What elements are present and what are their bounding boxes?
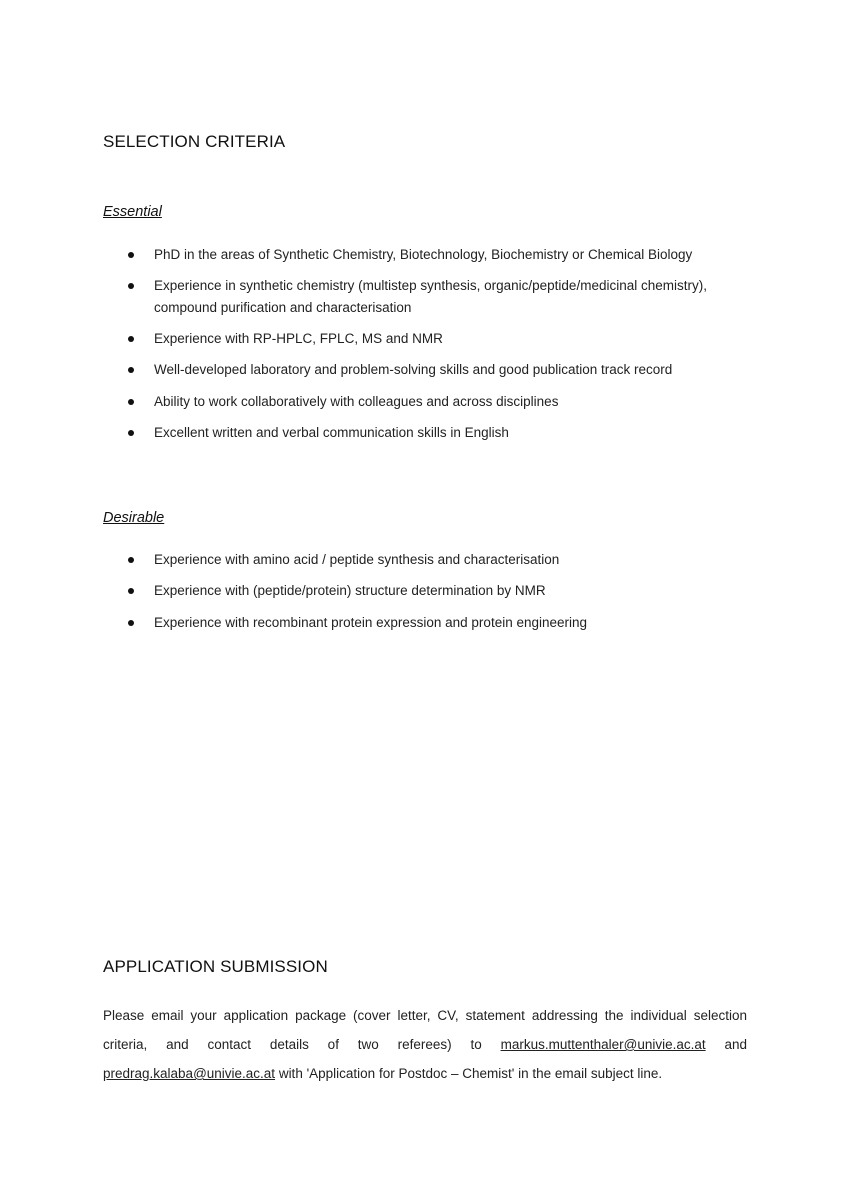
email-link-predrag[interactable]: predrag.kalaba@univie.ac.at: [103, 1066, 276, 1081]
bullet-icon: [128, 399, 134, 405]
list-item-text: Excellent written and verbal communication skills in English: [154, 425, 509, 440]
bullet-icon: [128, 336, 134, 342]
paragraph-text: with 'Application for Postdoc – Chemist' in the email subject line.: [275, 1066, 663, 1081]
bullet-icon: [128, 588, 134, 594]
application-submission-heading: APPLICATION SUBMISSION: [103, 957, 328, 976]
bullet-icon: [128, 367, 134, 373]
bullet-icon: [128, 252, 134, 258]
bullet-icon: [128, 557, 134, 563]
paragraph-text: and: [705, 1037, 747, 1052]
paragraph-text: Please email your application package (cover letter, CV, statement addressing the individual selection criteria, and contact details of two referees) to: [103, 1008, 747, 1052]
selection-criteria-heading: SELECTION CRITERIA: [103, 132, 286, 151]
list-item-text: Well-developed laboratory and problem-solving skills and good publication track record: [154, 362, 673, 377]
list-item-text: PhD in the areas of Synthetic Chemistry, Biotechnology, Biochemistry or Chemical Biology: [154, 247, 693, 262]
essential-subheading: Essential: [103, 204, 162, 220]
application-paragraph: [103, 1001, 747, 1088]
email-link-markus[interactable]: markus.muttenthaler@univie.ac.at: [500, 1037, 706, 1052]
bullet-icon: [128, 430, 134, 436]
list-item-text: Experience with RP-HPLC, FPLC, MS and NMR: [154, 331, 443, 346]
list-item-text: Experience with (peptide/protein) structure determination by NMR: [154, 583, 546, 598]
desirable-subheading: Desirable: [103, 510, 165, 526]
bullet-icon: [128, 620, 134, 626]
list-item-text: Ability to work collaboratively with colleagues and across disciplines: [154, 394, 559, 409]
list-item-text: Experience with amino acid / peptide synthesis and characterisation: [154, 552, 560, 567]
list-item-text: Experience in synthetic chemistry (multistep synthesis, organic/peptide/medicinal chemistry), compound purification and characterisation: [154, 278, 707, 315]
bullet-icon: [128, 283, 134, 289]
list-item-text: Experience with recombinant protein expression and protein engineering: [154, 615, 588, 630]
